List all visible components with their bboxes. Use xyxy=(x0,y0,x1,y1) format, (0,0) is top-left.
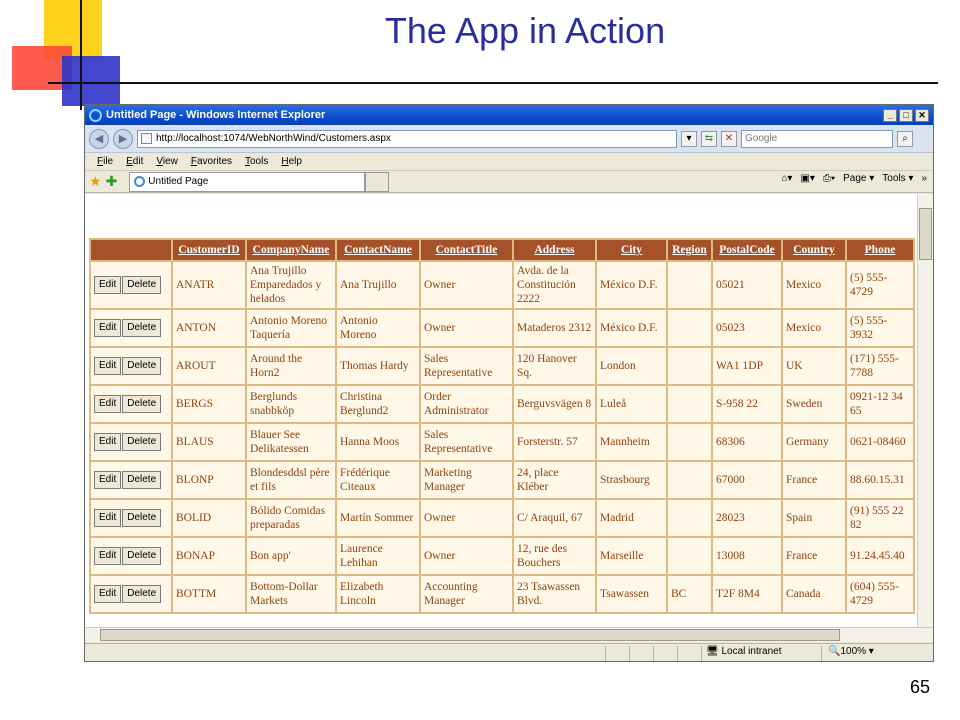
zoom-control[interactable]: 🔍100% ▾ xyxy=(821,646,891,661)
cell-city: Marseille xyxy=(597,538,666,574)
column-header-city[interactable]: City xyxy=(597,240,666,260)
horizontal-scrollbar[interactable] xyxy=(85,627,933,642)
page-content xyxy=(85,194,917,627)
cell-customerid: BLAUS xyxy=(173,424,245,460)
menu-file[interactable]: File xyxy=(97,156,114,167)
cell-phone: 91.24.45.40 xyxy=(847,538,913,574)
cell-contacttitle: Owner xyxy=(421,310,512,346)
delete-button[interactable]: Delete xyxy=(122,395,161,413)
cell-postalcode: S-958 22 xyxy=(713,386,781,422)
chevron-right-icon[interactable]: » xyxy=(921,173,927,184)
cell-region xyxy=(668,262,711,308)
table-row xyxy=(91,310,913,346)
print-icon[interactable]: ⎙▾ xyxy=(822,173,836,184)
row-actions xyxy=(91,462,171,498)
cell-contactname: Antonio Moreno xyxy=(337,310,419,346)
delete-button[interactable]: Delete xyxy=(122,509,161,527)
command-bar xyxy=(781,173,927,184)
edit-button[interactable]: Edit xyxy=(94,509,121,527)
cell-companyname: Bólido Comidas preparadas xyxy=(247,500,335,536)
cell-contacttitle: Owner xyxy=(421,262,512,308)
column-header-address[interactable]: Address xyxy=(514,240,595,260)
search-icon[interactable]: ⌕ xyxy=(897,131,913,147)
forward-icon[interactable]: ▶ xyxy=(113,129,133,149)
tools-menu[interactable]: Tools ▾ xyxy=(882,173,914,184)
vertical-scrollbar[interactable] xyxy=(917,194,933,627)
cell-address: Forsterstr. 57 xyxy=(514,424,595,460)
title-bar xyxy=(85,105,933,125)
delete-button[interactable]: Delete xyxy=(122,547,161,565)
edit-button[interactable]: Edit xyxy=(94,585,121,603)
cell-contactname: Elizabeth Lincoln xyxy=(337,576,419,612)
column-header-phone[interactable]: Phone xyxy=(847,240,913,260)
cell-country: Sweden xyxy=(783,386,845,422)
back-icon[interactable]: ◀ xyxy=(89,129,109,149)
table-row xyxy=(91,462,913,498)
maximize-button[interactable]: □ xyxy=(899,109,913,122)
table-row xyxy=(91,538,913,574)
cell-postalcode: 68306 xyxy=(713,424,781,460)
tab-title: Untitled Page xyxy=(148,176,209,187)
cell-phone: 0621-08460 xyxy=(847,424,913,460)
stop-icon[interactable]: ✕ xyxy=(721,131,737,147)
cell-contacttitle: Owner xyxy=(421,500,512,536)
table-row xyxy=(91,424,913,460)
feeds-icon[interactable]: ▣▾ xyxy=(800,173,815,184)
cell-postalcode: 28023 xyxy=(713,500,781,536)
menu-help[interactable]: Help xyxy=(281,156,302,167)
edit-button[interactable]: Edit xyxy=(94,319,121,337)
cell-contactname: Thomas Hardy xyxy=(337,348,419,384)
home-icon[interactable]: ⌂▾ xyxy=(781,173,793,184)
cell-companyname: Bon app' xyxy=(247,538,335,574)
cell-contacttitle: Sales Representative xyxy=(421,348,512,384)
dropdown-arrow-icon[interactable]: ▾ xyxy=(681,131,697,147)
delete-button[interactable]: Delete xyxy=(122,357,161,375)
delete-button[interactable]: Delete xyxy=(122,471,161,489)
cell-customerid: AROUT xyxy=(173,348,245,384)
cell-country: Spain xyxy=(783,500,845,536)
cell-country: Canada xyxy=(783,576,845,612)
cell-address: 12, rue des Bouchers xyxy=(514,538,595,574)
column-header-postalcode[interactable]: PostalCode xyxy=(713,240,781,260)
row-actions xyxy=(91,310,171,346)
cell-address: Avda. de la Constitución 2222 xyxy=(514,262,595,308)
status-bar xyxy=(85,643,933,662)
cell-country: France xyxy=(783,462,845,498)
cell-contactname: Frédérique Citeaux xyxy=(337,462,419,498)
ie-logo-icon xyxy=(89,109,102,122)
cell-contactname: Hanna Moos xyxy=(337,424,419,460)
cell-companyname: Ana Trujillo Emparedados y helados xyxy=(247,262,335,308)
search-input[interactable]: Google xyxy=(741,130,893,148)
cell-city: Luleå xyxy=(597,386,666,422)
tab-bar xyxy=(85,171,933,193)
cell-region xyxy=(668,386,711,422)
table-row xyxy=(91,262,913,308)
table-row xyxy=(91,576,913,612)
row-actions xyxy=(91,538,171,574)
cell-country: Mexico xyxy=(783,310,845,346)
cell-companyname: Blauer See Delikatessen xyxy=(247,424,335,460)
cell-phone: (5) 555-4729 xyxy=(847,262,913,308)
cell-companyname: Blondesddsl père et fils xyxy=(247,462,335,498)
table-row xyxy=(91,386,913,422)
cell-contactname: Christina Berglund2 xyxy=(337,386,419,422)
close-button[interactable]: ✕ xyxy=(915,109,929,122)
cell-address: Mataderos 2312 xyxy=(514,310,595,346)
edit-button[interactable]: Edit xyxy=(94,433,121,451)
cell-customerid: BONAP xyxy=(173,538,245,574)
cell-city: Strasbourg xyxy=(597,462,666,498)
column-header-customerid[interactable]: CustomerID xyxy=(173,240,245,260)
cell-postalcode: 05023 xyxy=(713,310,781,346)
menu-tools[interactable]: Tools xyxy=(245,156,269,167)
row-actions xyxy=(91,500,171,536)
cell-address: 24, place Kléber xyxy=(514,462,595,498)
row-actions xyxy=(91,348,171,384)
cell-city: London xyxy=(597,348,666,384)
cell-contacttitle: Marketing Manager xyxy=(421,462,512,498)
cell-region xyxy=(668,500,711,536)
address-bar xyxy=(85,125,933,153)
cell-phone: (91) 555 22 82 xyxy=(847,500,913,536)
cell-customerid: ANTON xyxy=(173,310,245,346)
cell-customerid: BERGS xyxy=(173,386,245,422)
cell-companyname: Bottom-Dollar Markets xyxy=(247,576,335,612)
cell-phone: (604) 555-4729 xyxy=(847,576,913,612)
grid-header-row xyxy=(91,240,913,260)
cell-address: C/ Araquil, 67 xyxy=(514,500,595,536)
row-actions xyxy=(91,262,171,308)
cell-country: UK xyxy=(783,348,845,384)
edit-button[interactable]: Edit xyxy=(94,395,121,413)
add-favorites-icon[interactable]: ✚ xyxy=(105,173,118,189)
cell-companyname: Berglunds snabbköp xyxy=(247,386,335,422)
page-menu[interactable]: Page ▾ xyxy=(843,173,875,184)
cell-postalcode: 05021 xyxy=(713,262,781,308)
page-icon xyxy=(141,133,152,144)
cell-contacttitle: Order Administrator xyxy=(421,386,512,422)
cell-address: Berguvsvägen 8 xyxy=(514,386,595,422)
ie-tab-icon xyxy=(134,176,145,187)
cell-region xyxy=(668,462,711,498)
cell-postalcode: T2F 8M4 xyxy=(713,576,781,612)
cell-phone: 0921-12 34 65 xyxy=(847,386,913,422)
cell-region: BC xyxy=(668,576,711,612)
cell-contactname: Martín Sommer xyxy=(337,500,419,536)
zone-label: 🖥 Local intranet xyxy=(701,646,821,661)
cell-postalcode: 67000 xyxy=(713,462,781,498)
url-input[interactable] xyxy=(137,130,677,148)
row-actions xyxy=(91,424,171,460)
delete-button[interactable]: Delete xyxy=(122,585,161,603)
cell-companyname: Antonio Moreno Taquería xyxy=(247,310,335,346)
menu-favorites[interactable]: Favorites xyxy=(190,156,232,167)
cell-customerid: ANATR xyxy=(173,262,245,308)
cell-postalcode: WA1 1DP xyxy=(713,348,781,384)
cell-customerid: BLONP xyxy=(173,462,245,498)
cell-contactname: Ana Trujillo xyxy=(337,262,419,308)
delete-button[interactable]: Delete xyxy=(122,276,161,294)
cell-address: 23 Tsawassen Blvd. xyxy=(514,576,595,612)
cell-customerid: BOTTM xyxy=(173,576,245,612)
cell-region xyxy=(668,538,711,574)
delete-button[interactable]: Delete xyxy=(122,319,161,337)
cell-companyname: Around the Horn2 xyxy=(247,348,335,384)
cell-city: México D.F. xyxy=(597,310,666,346)
cell-region xyxy=(668,310,711,346)
browser-window xyxy=(84,104,934,662)
column-header-country[interactable]: Country xyxy=(783,240,845,260)
cell-address: 120 Hanover Sq. xyxy=(514,348,595,384)
cell-country: France xyxy=(783,538,845,574)
vertical-scroll-thumb[interactable] xyxy=(919,208,932,260)
cell-postalcode: 13008 xyxy=(713,538,781,574)
edit-button[interactable]: Edit xyxy=(94,357,121,375)
favorites-star-icon[interactable]: ★ xyxy=(89,173,102,189)
decor-horizontal-line xyxy=(48,82,938,84)
cell-region xyxy=(668,424,711,460)
cell-phone: (171) 555-7788 xyxy=(847,348,913,384)
refresh-icon[interactable]: ⇆ xyxy=(701,131,717,147)
slide-number: 65 xyxy=(909,677,930,697)
cell-contacttitle: Accounting Manager xyxy=(421,576,512,612)
cell-city: Madrid xyxy=(597,500,666,536)
table-row xyxy=(91,348,913,384)
action-column-header xyxy=(91,240,171,260)
cell-phone: 88.60.15.31 xyxy=(847,462,913,498)
horizontal-scroll-thumb[interactable] xyxy=(100,629,840,641)
cell-phone: (5) 555-3932 xyxy=(847,310,913,346)
url-text: http://localhost:1074/WebNorthWind/Customers.aspx xyxy=(156,133,391,144)
cell-city: México D.F. xyxy=(597,262,666,308)
column-header-contacttitle[interactable]: ContactTitle xyxy=(421,240,512,260)
tab-untitled-page[interactable] xyxy=(129,172,365,192)
delete-button[interactable]: Delete xyxy=(122,433,161,451)
cell-region xyxy=(668,348,711,384)
cell-city: Tsawassen xyxy=(597,576,666,612)
column-header-contactname[interactable]: ContactName xyxy=(337,240,419,260)
cell-city: Mannheim xyxy=(597,424,666,460)
column-header-region[interactable]: Region xyxy=(668,240,711,260)
window-title: Untitled Page - Windows Internet Explorer xyxy=(106,109,326,121)
cell-country: Germany xyxy=(783,424,845,460)
cell-country: Mexico xyxy=(783,262,845,308)
edit-button[interactable]: Edit xyxy=(94,471,121,489)
menu-view[interactable]: View xyxy=(156,156,178,167)
new-tab-button[interactable] xyxy=(365,172,389,192)
row-actions xyxy=(91,386,171,422)
customers-grid xyxy=(89,238,915,614)
row-actions xyxy=(91,576,171,612)
column-header-companyname[interactable]: CompanyName xyxy=(247,240,335,260)
menu-bar xyxy=(85,153,933,171)
edit-button[interactable]: Edit xyxy=(94,547,121,565)
menu-edit[interactable]: Edit xyxy=(126,156,144,167)
edit-button[interactable]: Edit xyxy=(94,276,121,294)
decor-blue-square xyxy=(62,56,120,106)
cell-contacttitle: Owner xyxy=(421,538,512,574)
minimize-button[interactable]: _ xyxy=(883,109,897,122)
table-row xyxy=(91,500,913,536)
cell-customerid: BOLID xyxy=(173,500,245,536)
slide-title: The App in Action xyxy=(384,10,666,51)
cell-contactname: Laurence Lebihan xyxy=(337,538,419,574)
cell-contacttitle: Sales Representative xyxy=(421,424,512,460)
